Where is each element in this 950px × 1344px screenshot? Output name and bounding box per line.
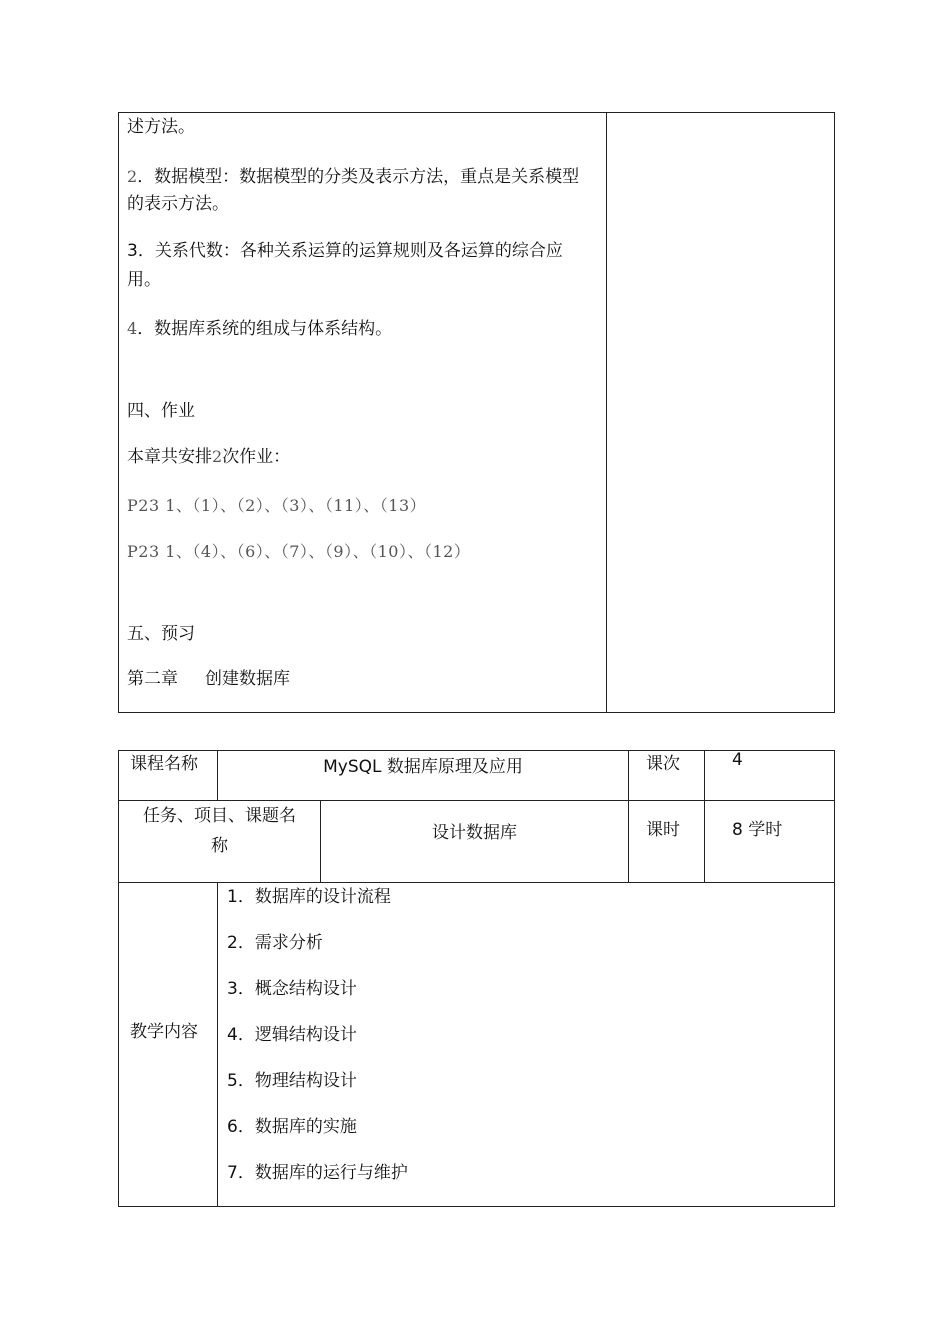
- task-value: 设计数据库: [432, 822, 517, 843]
- homework-intro-a: 本章共安排: [127, 447, 212, 467]
- content-label: 教学内容: [130, 1022, 198, 1042]
- content-item: 4．逻辑结构设计: [227, 1025, 357, 1045]
- col-divider: [628, 751, 629, 882]
- point-4: [127, 315, 392, 343]
- col-divider: [217, 882, 218, 1206]
- notes-cell: [607, 113, 835, 712]
- homework-count: 2: [212, 447, 223, 466]
- content-cell: [119, 113, 607, 712]
- content-item: 6．数据库的实施: [227, 1117, 357, 1137]
- point-text: ．关系代数：各种关系运算的运算规则及各运算的综合应: [137, 241, 563, 261]
- hours-label: 课时: [646, 820, 680, 840]
- row-divider: [119, 882, 834, 883]
- course-name-label: 课程名称: [130, 754, 198, 774]
- task-label-line2: 称: [211, 836, 228, 856]
- lesson-info-table: [118, 750, 835, 1207]
- session-value: 4: [732, 750, 743, 770]
- point-3-cont: 用。: [127, 270, 161, 290]
- content-item: 1．数据库的设计流程: [227, 887, 391, 907]
- lesson-plan-table-continued: [118, 112, 835, 713]
- line-continuation: 述方法。: [127, 117, 195, 137]
- point-text: ．数据模型：数据模型的分类及表示方法，重点是关系模型: [137, 167, 580, 187]
- content-item: 3．概念结构设计: [227, 979, 357, 999]
- point-number: 2: [127, 167, 138, 186]
- preview-text: 第二章 创建数据库: [127, 669, 291, 689]
- hours-value: 8 学时: [732, 820, 783, 840]
- homework-intro: [127, 443, 290, 471]
- col-divider: [704, 751, 705, 882]
- point-3: [127, 237, 563, 265]
- point-2-cont: 的表示方法。: [127, 194, 229, 214]
- task-label-line1: 任务、项目、课题名: [143, 806, 296, 826]
- task-label: [119, 801, 320, 861]
- point-number: 3: [127, 241, 138, 261]
- content-item: 5．物理结构设计: [227, 1071, 357, 1091]
- content-item: 2．需求分析: [227, 933, 323, 953]
- point-2: [127, 163, 579, 191]
- session-label: 课次: [646, 754, 680, 774]
- preview-heading: 五、预习: [127, 624, 195, 644]
- homework-intro-b: 次作业：: [222, 447, 291, 467]
- course-name-value: MySQL 数据库原理及应用: [323, 756, 523, 777]
- homework-line-2: P23 1、（4）、（6）、（7）、（9）、（10）、（12）: [127, 542, 471, 561]
- homework-line-1: P23 1、（1）、（2）、（3）、（11）、（13）: [127, 496, 427, 515]
- point-text: ．数据库系统的组成与体系结构。: [137, 319, 393, 339]
- homework-heading: 四、作业: [127, 401, 195, 421]
- content-item: 7．数据库的运行与维护: [227, 1163, 408, 1183]
- point-number: 4: [127, 319, 138, 338]
